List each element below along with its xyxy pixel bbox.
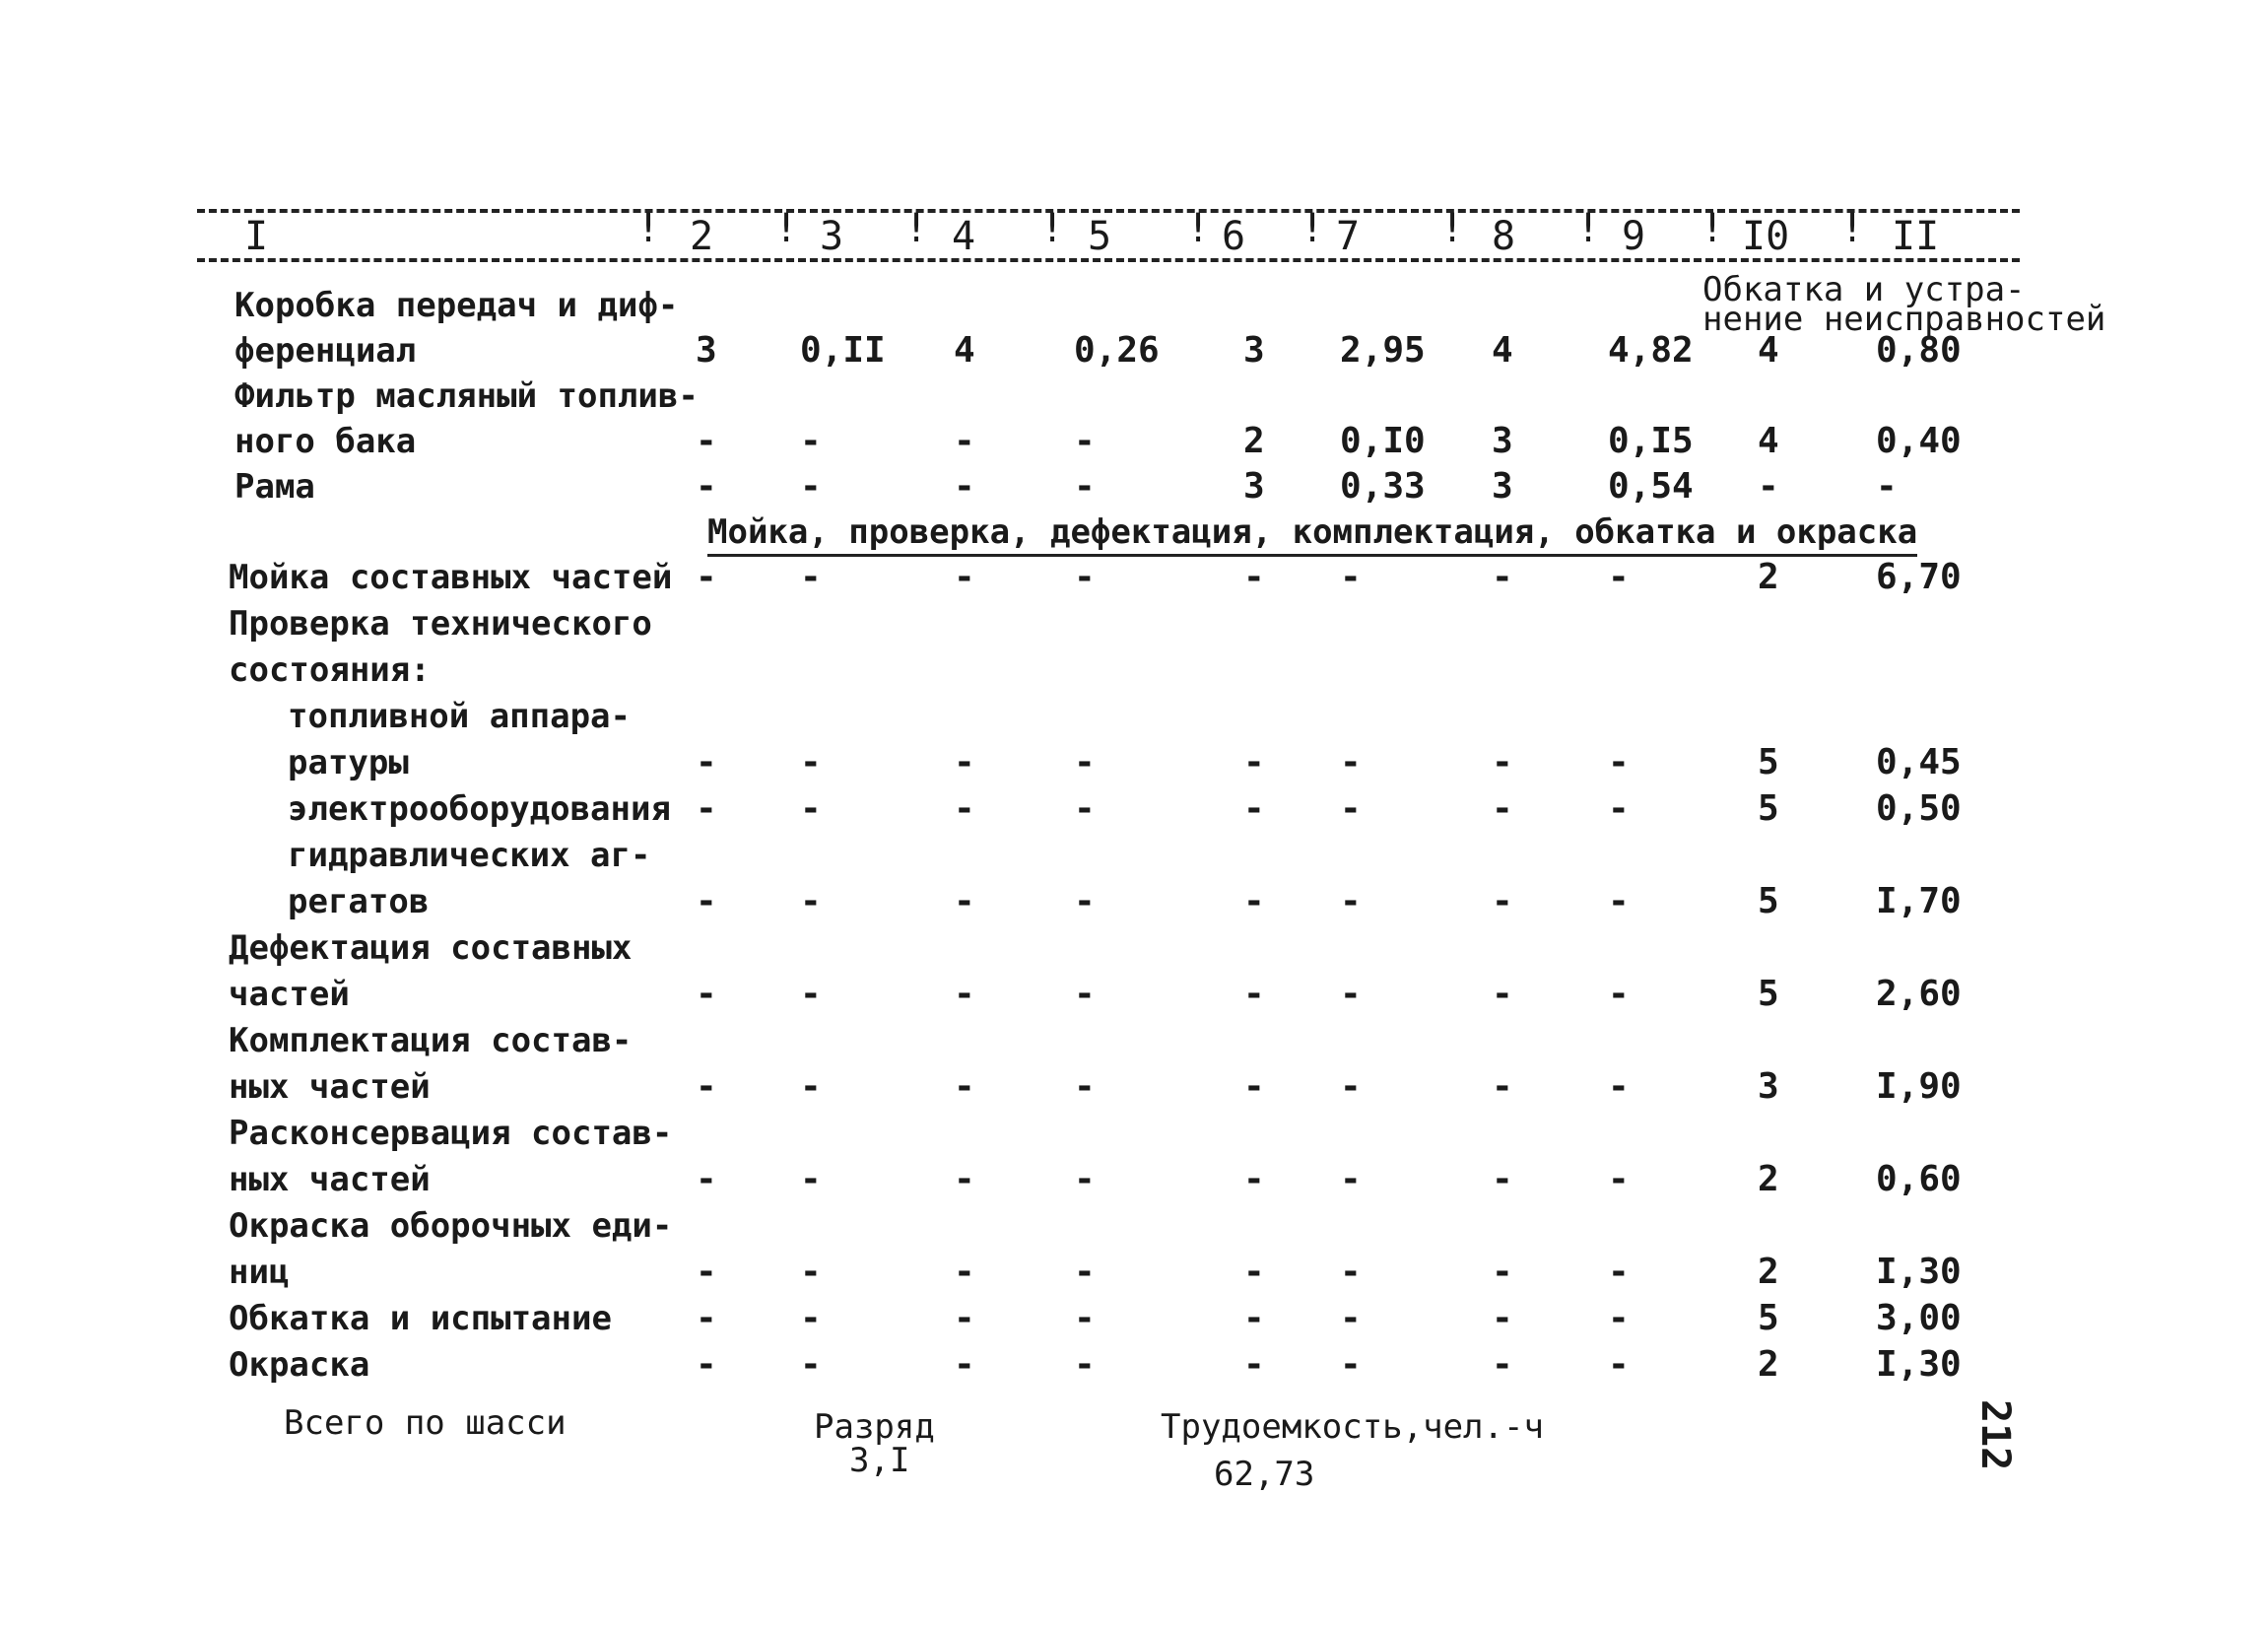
cell-value: 0,54 xyxy=(1608,466,1694,507)
cell-value: 0,26 xyxy=(1074,330,1160,371)
row-label-line: электрооборудования xyxy=(288,789,671,829)
cell-value: 2 xyxy=(1758,1344,1779,1385)
cell-value: - xyxy=(696,466,717,507)
row-label-line: Фильтр масляный топлив- xyxy=(234,376,699,416)
cell-value: 4 xyxy=(1492,330,1513,371)
column-separator: ! xyxy=(1576,206,1601,251)
cell-value: - xyxy=(1074,466,1096,507)
cell-value: - xyxy=(954,1344,975,1385)
row-label-line: Рама xyxy=(234,467,315,507)
cell-value: - xyxy=(800,1298,822,1338)
cell-value: - xyxy=(1340,1298,1362,1338)
cell-value: 3 xyxy=(1758,1066,1779,1107)
cell-value: - xyxy=(696,881,717,921)
cell-value: - xyxy=(954,788,975,829)
cell-value: - xyxy=(1758,466,1779,507)
cell-value: - xyxy=(800,881,822,921)
cell-value: - xyxy=(1492,788,1513,829)
grade-label: Разряд xyxy=(814,1407,935,1447)
row-label-line: ного бака xyxy=(234,422,417,461)
cell-value: - xyxy=(1243,1159,1265,1199)
column-header: 2 xyxy=(690,214,714,259)
column-separator: ! xyxy=(1301,206,1325,251)
cell-value: 0,40 xyxy=(1876,421,1962,461)
cell-value: - xyxy=(800,1066,822,1107)
cell-value: - xyxy=(1608,1066,1630,1107)
cell-value: - xyxy=(1492,557,1513,597)
cell-value: - xyxy=(800,788,822,829)
cell-value: - xyxy=(1340,1066,1362,1107)
row-label-line: Комплектация состав- xyxy=(229,1021,633,1060)
cell-value: - xyxy=(696,742,717,782)
cell-value: - xyxy=(954,1252,975,1292)
cell-value: 5 xyxy=(1758,974,1779,1014)
cell-value: 0,50 xyxy=(1876,788,1962,829)
cell-value: 5 xyxy=(1758,1298,1779,1338)
cell-value: - xyxy=(800,974,822,1014)
cell-value: 2 xyxy=(1758,1252,1779,1292)
cell-value: - xyxy=(1340,974,1362,1014)
cell-value: - xyxy=(1243,974,1265,1014)
column-header: 3 xyxy=(820,214,844,259)
row-label-line: Окраска оборочных еди- xyxy=(229,1206,673,1246)
cell-value: - xyxy=(1243,788,1265,829)
grade-value: 3,I xyxy=(849,1441,910,1480)
cell-value: 0,45 xyxy=(1876,742,1962,782)
row-label-line: топливной аппара- xyxy=(288,697,631,736)
cell-value: 0,I5 xyxy=(1608,421,1694,461)
cell-value: 5 xyxy=(1758,881,1779,921)
cell-value: - xyxy=(1074,1298,1096,1338)
cell-value: - xyxy=(1074,1066,1096,1107)
cell-value: - xyxy=(1340,881,1362,921)
column-header: 6 xyxy=(1222,214,1246,259)
cell-value: - xyxy=(1243,1344,1265,1385)
cell-value: - xyxy=(954,742,975,782)
cell-value: 4 xyxy=(1758,330,1779,371)
col10-header-line: нение неисправностей xyxy=(1702,300,2106,339)
cell-value: - xyxy=(1074,557,1096,597)
cell-value: - xyxy=(800,1344,822,1385)
cell-value: - xyxy=(954,1066,975,1107)
cell-value: - xyxy=(1876,466,1898,507)
row-label-line: ратуры xyxy=(288,743,409,782)
cell-value: - xyxy=(800,557,822,597)
cell-value: - xyxy=(1608,881,1630,921)
cell-value: 3 xyxy=(1492,466,1513,507)
row-label-line: Коробка передач и диф- xyxy=(234,286,679,325)
cell-value: - xyxy=(1608,1252,1630,1292)
cell-value: 3 xyxy=(1243,330,1265,371)
cell-value: - xyxy=(1074,788,1096,829)
header-top-rule xyxy=(197,209,2020,213)
cell-value: - xyxy=(1492,1252,1513,1292)
cell-value: - xyxy=(1074,1344,1096,1385)
cell-value: - xyxy=(1074,421,1096,461)
cell-value: - xyxy=(1608,1298,1630,1338)
cell-value: 3 xyxy=(696,330,717,371)
row-label-line: Мойка составных частей xyxy=(229,558,673,597)
column-separator: ! xyxy=(1440,206,1465,251)
column-separator: ! xyxy=(1701,206,1725,251)
column-separator: ! xyxy=(904,206,929,251)
cell-value: - xyxy=(696,1298,717,1338)
cell-value: I,30 xyxy=(1876,1344,1962,1385)
cell-value: 4,82 xyxy=(1608,330,1694,371)
column-separator: ! xyxy=(1040,206,1065,251)
cell-value: - xyxy=(1492,742,1513,782)
cell-value: 3 xyxy=(1243,466,1265,507)
cell-value: - xyxy=(1608,974,1630,1014)
cell-value: - xyxy=(954,1159,975,1199)
cell-value: - xyxy=(1340,742,1362,782)
row-label-line: Окраска xyxy=(229,1345,370,1385)
row-label-line: ниц xyxy=(229,1253,290,1292)
cell-value: - xyxy=(1608,557,1630,597)
cell-value: 0,60 xyxy=(1876,1159,1962,1199)
cell-value: 0,33 xyxy=(1340,466,1426,507)
column-header: I xyxy=(244,214,269,259)
cell-value: 6,70 xyxy=(1876,557,1962,597)
cell-value: - xyxy=(696,1252,717,1292)
labor-label: Трудоемкость,чел.-ч xyxy=(1161,1407,1544,1447)
cell-value: - xyxy=(696,421,717,461)
totals-label: Всего по шасси xyxy=(284,1403,567,1443)
cell-value: - xyxy=(1074,1252,1096,1292)
cell-value: - xyxy=(1243,1066,1265,1107)
cell-value: - xyxy=(1608,1159,1630,1199)
cell-value: - xyxy=(1243,1252,1265,1292)
cell-value: - xyxy=(696,1159,717,1199)
cell-value: - xyxy=(1243,742,1265,782)
cell-value: - xyxy=(954,421,975,461)
cell-value: 5 xyxy=(1758,742,1779,782)
cell-value: - xyxy=(954,881,975,921)
col10-header-line: Обкатка и устра- xyxy=(1702,270,2026,309)
row-label-line: ных частей xyxy=(229,1160,431,1199)
column-header: 7 xyxy=(1336,214,1361,259)
cell-value: 2 xyxy=(1243,421,1265,461)
cell-value: - xyxy=(696,974,717,1014)
cell-value: - xyxy=(1492,1344,1513,1385)
cell-value: 0,80 xyxy=(1876,330,1962,371)
column-header: I0 xyxy=(1742,214,1790,259)
cell-value: - xyxy=(1608,1344,1630,1385)
cell-value: - xyxy=(1243,881,1265,921)
cell-value: - xyxy=(1492,1066,1513,1107)
cell-value: I,90 xyxy=(1876,1066,1962,1107)
cell-value: 2,60 xyxy=(1876,974,1962,1014)
column-header: 9 xyxy=(1622,214,1646,259)
cell-value: - xyxy=(1608,742,1630,782)
page-number: 212 xyxy=(1972,1399,2018,1471)
cell-value: - xyxy=(800,1252,822,1292)
column-header: II xyxy=(1892,214,1940,259)
cell-value: - xyxy=(954,974,975,1014)
row-label-line: гидравлических аг- xyxy=(288,836,651,875)
cell-value: - xyxy=(1492,881,1513,921)
cell-value: 0,I0 xyxy=(1340,421,1426,461)
column-separator: ! xyxy=(1840,206,1865,251)
cell-value: I,30 xyxy=(1876,1252,1962,1292)
cell-value: - xyxy=(1492,974,1513,1014)
row-label-line: Дефектация составных xyxy=(229,928,633,968)
column-header: 8 xyxy=(1492,214,1516,259)
row-label-line: частей xyxy=(229,975,350,1014)
cell-value: - xyxy=(1074,742,1096,782)
column-separator: ! xyxy=(1186,206,1211,251)
cell-value: 2,95 xyxy=(1340,330,1426,371)
row-label-line: ных частей xyxy=(229,1067,431,1107)
cell-value: - xyxy=(1074,1159,1096,1199)
row-label-line: регатов xyxy=(288,882,430,921)
cell-value: - xyxy=(1340,1159,1362,1199)
row-label-line: Проверка технического xyxy=(229,604,652,644)
cell-value: - xyxy=(696,1344,717,1385)
row-label-line: Обкатка и испытание xyxy=(229,1299,612,1338)
cell-value: - xyxy=(696,788,717,829)
column-header: 5 xyxy=(1088,214,1112,259)
cell-value: - xyxy=(1243,1298,1265,1338)
cell-value: - xyxy=(1492,1298,1513,1338)
cell-value: 4 xyxy=(1758,421,1779,461)
section-title: Мойка, проверка, дефектация, комплектация, обкатка и окраска xyxy=(707,512,1917,557)
cell-value: 2 xyxy=(1758,557,1779,597)
column-separator: ! xyxy=(636,206,661,251)
cell-value: - xyxy=(954,557,975,597)
cell-value: 5 xyxy=(1758,788,1779,829)
cell-value: - xyxy=(1243,557,1265,597)
cell-value: - xyxy=(800,742,822,782)
cell-value: - xyxy=(1074,974,1096,1014)
cell-value: - xyxy=(800,466,822,507)
cell-value: - xyxy=(954,466,975,507)
cell-value: - xyxy=(1340,1252,1362,1292)
cell-value: 4 xyxy=(954,330,975,371)
cell-value: 0,II xyxy=(800,330,886,371)
cell-value: - xyxy=(1340,1344,1362,1385)
labor-value: 62,73 xyxy=(1214,1455,1315,1494)
cell-value: - xyxy=(1340,557,1362,597)
cell-value: - xyxy=(1492,1159,1513,1199)
column-header: 4 xyxy=(952,214,976,259)
cell-value: - xyxy=(696,1066,717,1107)
cell-value: - xyxy=(954,1298,975,1338)
cell-value: - xyxy=(1074,881,1096,921)
cell-value: 3 xyxy=(1492,421,1513,461)
row-label-line: состояния: xyxy=(229,650,431,690)
cell-value: - xyxy=(696,557,717,597)
column-separator: ! xyxy=(774,206,799,251)
cell-value: - xyxy=(800,1159,822,1199)
row-label-line: ференциал xyxy=(234,331,417,371)
cell-value: - xyxy=(1608,788,1630,829)
cell-value: 2 xyxy=(1758,1159,1779,1199)
cell-value: - xyxy=(800,421,822,461)
cell-value: 3,00 xyxy=(1876,1298,1962,1338)
cell-value: - xyxy=(1340,788,1362,829)
cell-value: I,70 xyxy=(1876,881,1962,921)
row-label-line: Расконсервация состав- xyxy=(229,1114,673,1153)
